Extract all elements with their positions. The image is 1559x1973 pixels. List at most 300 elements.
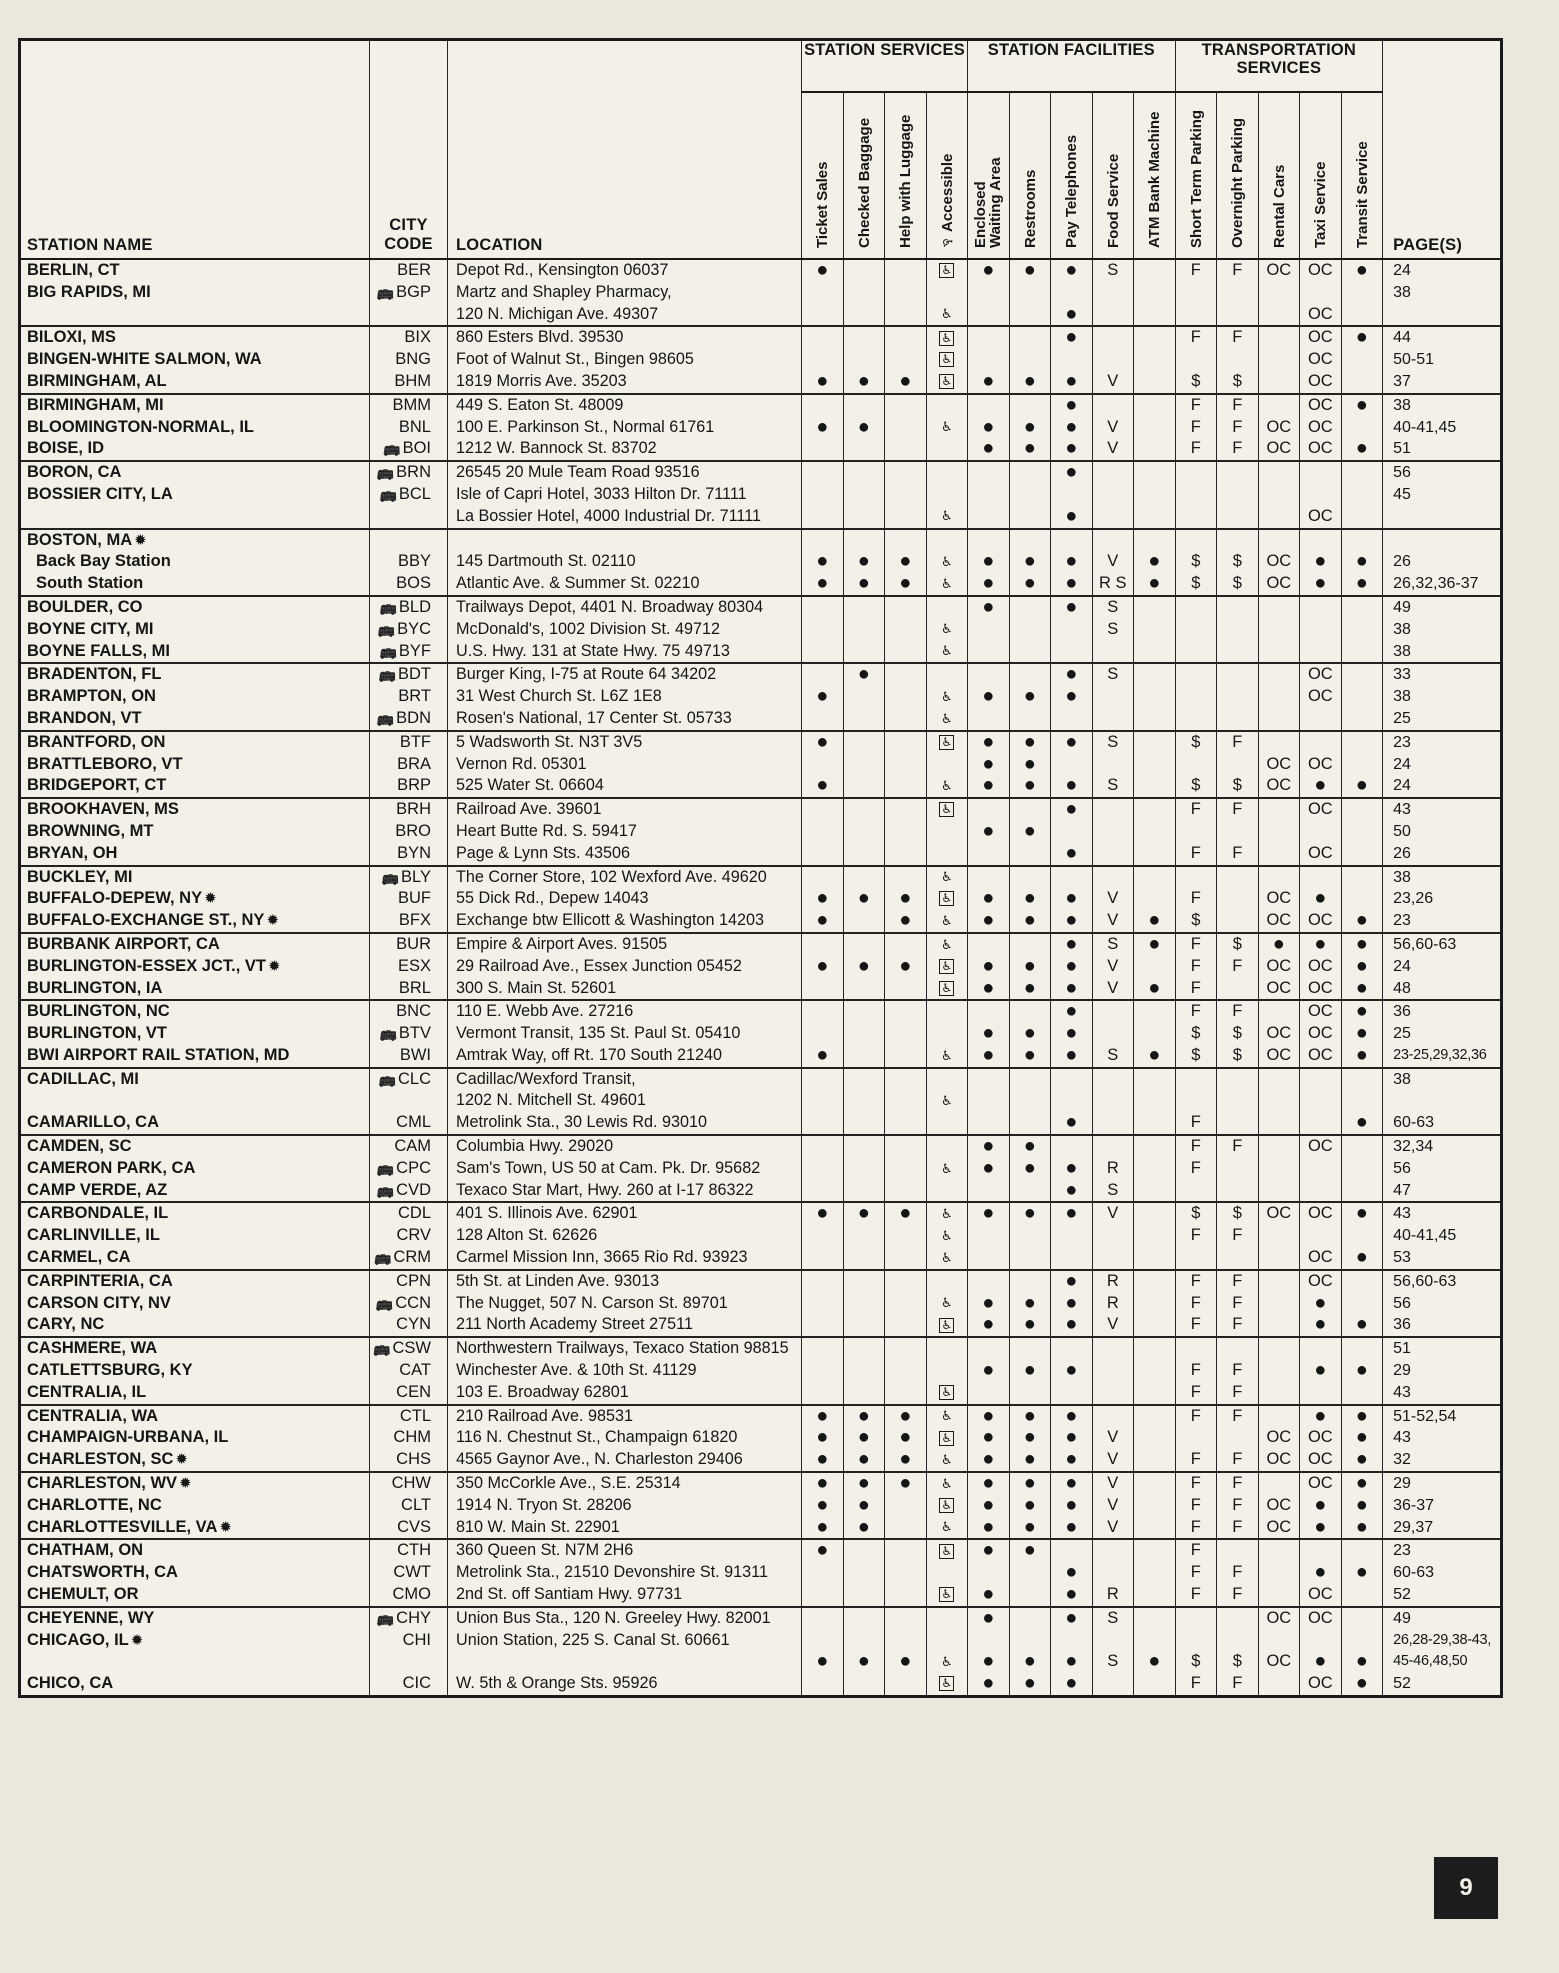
page-ref: 38 [1393, 1070, 1411, 1088]
service-cell: ● [1051, 1202, 1093, 1269]
station-name: BWI AIRPORT RAIL STATION, MD [27, 1045, 290, 1064]
service-cell [843, 1337, 885, 1404]
pages-cell [1383, 798, 1502, 865]
pages-cell [1383, 1202, 1502, 1269]
location-text: Union Station, 225 S. Canal St. 60661 [456, 1630, 730, 1649]
wheelchair-icon: ♿ [940, 777, 953, 793]
service-cell [1092, 1068, 1134, 1135]
service-cell: ● [843, 866, 885, 933]
city-code: CEN [396, 1382, 431, 1401]
service-cell: R S [1092, 1135, 1134, 1202]
service-cell: $ F [1217, 1607, 1259, 1697]
location-text: 100 E. Parkinson St., Normal 61761 [456, 417, 715, 436]
service-cell [1009, 596, 1051, 663]
service-cell [1092, 1337, 1134, 1404]
location-text: Exchange btw Ellicott & Washington 14203 [456, 911, 765, 930]
location-text: The Corner Store, 102 Wexford Ave. 49620 [456, 867, 767, 886]
page-ref: 38 [1393, 688, 1411, 706]
pages-cell [1383, 1405, 1502, 1472]
city-code-cell [370, 1202, 448, 1269]
location-text: 1914 N. Tryon St. 28206 [456, 1495, 632, 1514]
column-header-overnight-parking: Overnight Parking [1217, 92, 1259, 259]
wheelchair-icon: ♿ [940, 575, 953, 591]
page-ref: 38 [1393, 620, 1411, 638]
service-cell: OC OC [1300, 259, 1342, 326]
service-cell [885, 1539, 927, 1606]
location-text: Atlantic Ave. & Summer St. 02210 [456, 574, 700, 593]
location-text: Sam's Town, US 50 at Cam. Pk. Dr. 95682 [456, 1158, 761, 1177]
bus-icon: 🚌 [379, 485, 397, 502]
service-cell: OC OC [1258, 866, 1300, 933]
wheelchair-boxed-icon: ♿ [939, 1385, 954, 1400]
wheelchair-icon: ♿ [940, 643, 953, 659]
location-text: 350 McCorkle Ave., S.E. 25314 [456, 1474, 681, 1493]
service-cell: F F [1217, 1539, 1259, 1606]
page-ref: 45-46,48,50 [1393, 1653, 1468, 1670]
service-cell: ● [1341, 259, 1383, 326]
service-cell: OC OC [1300, 798, 1342, 865]
service-cell: V V [1092, 866, 1134, 933]
city-code: BNC [396, 1002, 431, 1021]
service-cell [1258, 326, 1300, 393]
page-ref: 24 [1393, 262, 1411, 279]
service-cell [802, 461, 844, 528]
service-cell: ● [1009, 326, 1051, 393]
wheelchair-icon: ♿ [940, 1249, 953, 1265]
service-cell [1134, 596, 1176, 663]
service-cell: ● ● [968, 1135, 1010, 1202]
station-name: BOYNE FALLS, MI [27, 641, 171, 660]
wheelchair-icon: ♿ [940, 1475, 953, 1491]
city-code: CWT [393, 1563, 431, 1582]
service-cell: ● ● [1341, 529, 1383, 596]
wheelchair-boxed-icon: ♿ [939, 263, 954, 278]
service-cell [926, 1472, 968, 1539]
service-cell [1217, 866, 1259, 933]
service-cell: OC OC [1258, 394, 1300, 461]
service-cell [802, 1135, 844, 1202]
station-group [20, 933, 1502, 1000]
station-name-cell [20, 1472, 370, 1539]
city-code-cell [370, 1000, 448, 1067]
pages-cell [1383, 1539, 1502, 1606]
city-code: BYF [398, 641, 431, 660]
station-name: CARMEL, CA [27, 1248, 131, 1267]
wheelchair-boxed-icon: ♿ [939, 1544, 954, 1559]
service-cell [926, 596, 968, 663]
location-text: Isle of Capri Hotel, 3033 Hilton Dr. 71111 [456, 484, 747, 503]
city-code: CHY [396, 1608, 431, 1627]
service-cell: F $ [1217, 326, 1259, 393]
station-name: BRATTLEBORO, VT [27, 754, 183, 773]
service-cell: ● ● [968, 933, 1010, 1000]
page-ref: 38 [1393, 642, 1411, 660]
wheelchair-icon: ♿ [940, 688, 953, 704]
page-ref: 56,60-63 [1393, 1272, 1457, 1290]
service-cell: ● OC [1300, 1539, 1342, 1606]
pages-header: PAGE(S) [1383, 40, 1502, 260]
location-text: 5 Wadsworth St. N3T 3V5 [456, 732, 643, 751]
service-cell: ● [1009, 1202, 1051, 1269]
service-cell: ● [843, 663, 885, 730]
service-cell: ● [1341, 866, 1383, 933]
location-text: 4565 Gaynor Ave., N. Charleston 29406 [456, 1450, 743, 1469]
station-name: CHARLESTON, WV [27, 1474, 178, 1493]
page-ref: 33 [1393, 666, 1411, 684]
service-cell [968, 461, 1010, 528]
page-number: 9 [1434, 1857, 1498, 1919]
page-ref: 56 [1393, 1294, 1411, 1312]
pages-cell [1383, 1472, 1502, 1539]
wheelchair-icon: ♿ [940, 1295, 953, 1311]
pages-cell [1383, 1270, 1502, 1337]
city-code: BWI [399, 1045, 431, 1064]
page-ref: 51 [1393, 440, 1411, 458]
station-name: CAMARILLO, CA [27, 1113, 159, 1132]
service-cell: ● ● ● [885, 1405, 927, 1472]
location-cell [448, 933, 802, 1000]
location-text: 29 Railroad Ave., Essex Junction 05452 [456, 956, 742, 975]
city-code: BRP [397, 776, 431, 795]
service-cell: ● ● ● [1051, 1472, 1093, 1539]
service-cell: ● ● ● [968, 1405, 1010, 1472]
city-code: CYN [396, 1315, 431, 1334]
station-name: Back Bay Station [36, 552, 171, 571]
column-header-atm-bank-machine: ATM Bank Machine [1134, 92, 1176, 259]
station-name: CAMP VERDE, AZ [27, 1180, 168, 1199]
station-group [20, 461, 1502, 528]
service-cell [1175, 663, 1217, 730]
wheelchair-boxed-icon: ♿ [939, 352, 954, 367]
service-cell: ● [1134, 1607, 1176, 1697]
station-name: CHARLESTON, SC [27, 1450, 174, 1469]
page-ref: 45 [1393, 485, 1411, 503]
wheelchair-icon: ♿ [940, 1654, 953, 1670]
wheelchair-boxed-icon: ♿ [939, 374, 954, 389]
service-cell [926, 1405, 968, 1472]
city-code: CIC [402, 1674, 431, 1693]
table-row [20, 1202, 1502, 1269]
service-cell: ● [843, 394, 885, 461]
wheelchair-boxed-icon: ♿ [939, 735, 954, 750]
city-code: CHS [396, 1450, 431, 1469]
station-group [20, 596, 1502, 663]
location-text: Railroad Ave. 39601 [456, 800, 602, 819]
service-cell [926, 529, 968, 596]
bus-icon: 🚌 [378, 1070, 396, 1087]
service-cell [1134, 1202, 1176, 1269]
location-text: Amtrak Way, off Rt. 170 South 21240 [456, 1045, 723, 1064]
wheelchair-icon: ♿ [940, 419, 953, 435]
station-name: CHAMPAIGN-URBANA, IL [27, 1428, 229, 1447]
service-cell: ● [843, 933, 885, 1000]
page-ref: 53 [1393, 1249, 1411, 1267]
service-cell: F [1175, 259, 1217, 326]
table-row [20, 529, 1502, 596]
table-row [20, 1068, 1502, 1135]
location-cell [448, 866, 802, 933]
service-cell: ● ● [1300, 529, 1342, 596]
station-name: BURLINGTON, VT [27, 1024, 167, 1043]
service-cell [885, 1000, 927, 1067]
service-cell: ● ● [1051, 461, 1093, 528]
service-cell: ● ● [1009, 933, 1051, 1000]
location-text: Rosen's National, 17 Center St. 05733 [456, 708, 732, 727]
page-ref: 24 [1393, 957, 1411, 975]
station-name: BUFFALO-EXCHANGE ST., NY [27, 911, 265, 930]
station-name-cell [20, 1202, 370, 1269]
station-name: BUFFALO-DEPEW, NY [27, 889, 203, 908]
page-ref: 60-63 [1393, 1564, 1435, 1582]
service-cell [926, 1068, 968, 1135]
service-cell [843, 259, 885, 326]
station-name: BERLIN, CT [27, 261, 120, 279]
service-cell [843, 1135, 885, 1202]
service-cell: F F [1217, 1405, 1259, 1472]
service-cell: ● ● [1051, 529, 1093, 596]
service-cell: OC ● [1300, 731, 1342, 798]
service-cell [1134, 731, 1176, 798]
page-ref: 29,37 [1393, 1518, 1434, 1536]
service-cell [1134, 1405, 1176, 1472]
service-cell: ● ● [1009, 1135, 1051, 1202]
station-name: BORON, CA [27, 463, 122, 482]
wheelchair-boxed-icon: ♿ [939, 891, 954, 906]
location-text: Columbia Hwy. 29020 [456, 1137, 614, 1156]
service-cell [926, 461, 968, 528]
service-cell: ● [802, 326, 844, 393]
wheelchair-icon: ♿ [940, 621, 953, 637]
city-code: CAT [399, 1361, 431, 1380]
location-text: Depot Rd., Kensington 06037 [456, 261, 669, 279]
service-cell: ● ● [1051, 1135, 1093, 1202]
page-ref: 51 [1393, 1340, 1411, 1358]
service-cell: OC [1258, 1202, 1300, 1269]
service-cell: OC [1258, 259, 1300, 326]
service-cell: ● [1134, 1000, 1176, 1067]
service-cell: V R S [1092, 529, 1134, 596]
city-code: BRA [397, 754, 431, 773]
service-cell: $ F [1175, 1202, 1217, 1269]
station-name: BRAMPTON, ON [27, 687, 156, 706]
location-text: Union Bus Sta., 120 N. Greeley Hwy. 82001 [456, 1608, 771, 1627]
service-cell: F F [1217, 798, 1259, 865]
service-cell [885, 1270, 927, 1337]
page-ref: 26,32,36-37 [1393, 575, 1479, 593]
station-name: CAMERON PARK, CA [27, 1158, 196, 1177]
service-cell: ● [1009, 798, 1051, 865]
service-cell: F F [1217, 1337, 1259, 1404]
station-name: BOSSIER CITY, LA [27, 484, 173, 503]
service-cell: F F [1175, 1337, 1217, 1404]
service-cell [1134, 259, 1176, 326]
service-cell [1134, 798, 1176, 865]
location-text: 31 West Church St. L6Z 1E8 [456, 687, 662, 706]
page-ref: 24 [1393, 755, 1411, 773]
location-text: Cadillac/Wexford Transit, [456, 1069, 636, 1088]
wheelchair-boxed-icon: ♿ [939, 981, 954, 996]
service-cell: ● ● ● [843, 1472, 885, 1539]
page-ref: 38 [1393, 283, 1411, 301]
city-code: BRH [396, 800, 431, 819]
service-cell: OC OC OC [1300, 1000, 1342, 1067]
city-code-cell [370, 731, 448, 798]
service-cell: OC [1300, 1135, 1342, 1202]
service-cell: ● ● ● [1341, 1405, 1383, 1472]
service-cell [1300, 1068, 1342, 1135]
page-ref: 23-25,29,32,36 [1393, 1046, 1487, 1063]
wheelchair-icon: ♿ [940, 1227, 953, 1243]
location-text: 120 N. Michigan Ave. 49307 [456, 304, 659, 323]
city-code: BLD [398, 597, 431, 616]
table-row [20, 1135, 1502, 1202]
bus-icon: 🚌 [379, 1025, 397, 1042]
service-cell: $ $ [1175, 731, 1217, 798]
station-name-cell [20, 1270, 370, 1337]
wheelchair-boxed-icon: ♿ [939, 331, 954, 346]
service-cell [885, 1337, 927, 1404]
service-cell: OC OC [1300, 663, 1342, 730]
bus-icon: 🚌 [373, 1340, 391, 1357]
column-header-pay-telephones: Pay Telephones [1051, 92, 1093, 259]
station-name-cell [20, 1135, 370, 1202]
city-code: BRT [398, 687, 431, 706]
page-ref [1383, 530, 1500, 552]
column-header-food-service: Food Service [1092, 92, 1134, 259]
city-code: BUF [398, 889, 431, 908]
location-cell [448, 394, 802, 461]
service-cell: ● ● [1051, 259, 1093, 326]
city-code: BMM [392, 395, 431, 414]
location-cell [448, 1068, 802, 1135]
pages-cell [1383, 1337, 1502, 1404]
city-code: BCL [398, 484, 431, 503]
page-ref: 29 [1393, 1475, 1411, 1493]
station-name-cell [20, 259, 370, 326]
station-name-cell [20, 394, 370, 461]
service-cell: $ $ [1217, 529, 1259, 596]
wheelchair-boxed-icon: ♿ [939, 802, 954, 817]
pages-cell [1383, 731, 1502, 798]
page-ref: 24 [1393, 777, 1411, 795]
city-code-cell [370, 663, 448, 730]
station-name-cell [20, 866, 370, 933]
location-text: Texaco Star Mart, Hwy. 260 at I-17 86322 [456, 1180, 754, 1199]
city-code: BFX [398, 911, 431, 930]
station-facilities-group-header: STATION FACILITIES [968, 40, 1176, 93]
service-cell: ● [1341, 1337, 1383, 1404]
city-code: CMO [392, 1585, 431, 1604]
service-cell [1134, 1270, 1176, 1337]
page-ref: 23 [1393, 912, 1411, 930]
bus-icon: 🚌 [375, 1294, 394, 1311]
service-cell [885, 461, 927, 528]
service-cell: OC ● ● [1300, 1472, 1342, 1539]
table-row [20, 1000, 1502, 1067]
page-ref: 43 [1393, 1383, 1411, 1401]
location-cell [448, 731, 802, 798]
station-group [20, 1135, 1502, 1202]
service-cell: ● ● ● [1341, 1000, 1383, 1067]
service-cell: ● [802, 1000, 844, 1067]
page-ref: 37 [1393, 372, 1411, 390]
service-cell: OC OC OC [1300, 326, 1342, 393]
service-cell [1134, 1539, 1176, 1606]
station-name: CARPINTERIA, CA [27, 1271, 173, 1290]
city-code: ESX [397, 956, 431, 975]
service-cell: ● ● ● [1341, 1472, 1383, 1539]
service-cell: ● ● ● [1051, 933, 1093, 1000]
city-code: CRV [396, 1226, 431, 1245]
service-cell: OC ● ● [1300, 1270, 1342, 1337]
pages-cell [1383, 394, 1502, 461]
service-cell [1134, 663, 1176, 730]
service-cell: ● [968, 1337, 1010, 1404]
service-cell: ● [885, 933, 927, 1000]
service-cell: F F F [1175, 394, 1217, 461]
station-group [20, 259, 1502, 326]
service-cell: ● ● [1009, 529, 1051, 596]
page-ref: 38 [1393, 396, 1411, 414]
service-cell: ● ● [802, 731, 844, 798]
page-ref: 43 [1393, 1205, 1411, 1223]
service-cell [1009, 1068, 1051, 1135]
city-code-cell [370, 1270, 448, 1337]
service-cell: F F F [1217, 394, 1259, 461]
service-cell: ● ● ● [968, 1607, 1010, 1697]
service-cell: ● ● [968, 866, 1010, 933]
service-cell [1258, 1337, 1300, 1404]
station-name-cell [20, 1337, 370, 1404]
service-cell [1134, 394, 1176, 461]
table-row [20, 1270, 1502, 1337]
station-name: CADILLAC, MI [27, 1069, 139, 1088]
service-cell: ● [1341, 1539, 1383, 1606]
city-code-cell [370, 529, 448, 596]
service-cell: OC OC [1258, 1000, 1300, 1067]
station-name: CAMDEN, SC [27, 1137, 132, 1156]
city-code: BGP [396, 282, 431, 301]
location-text: 810 W. Main St. 22901 [456, 1517, 620, 1536]
service-cell [885, 1068, 927, 1135]
station-name: CASHMERE, WA [27, 1339, 158, 1358]
service-cell: ● [1341, 731, 1383, 798]
city-code: BUR [396, 934, 431, 953]
location-text: 2nd St. off Santiam Hwy. 97731 [456, 1585, 683, 1604]
service-cell: ● ● ● [1009, 731, 1051, 798]
location-text: 360 Queen St. N7M 2H6 [456, 1541, 634, 1560]
service-cell [1009, 461, 1051, 528]
service-cell: $ $ [1175, 529, 1217, 596]
service-cell: ● ● [885, 866, 927, 933]
service-cell: ● ● [968, 529, 1010, 596]
service-cell: ● [1051, 1068, 1093, 1135]
location-text: 110 E. Webb Ave. 27216 [456, 1002, 634, 1021]
station-name-cell [20, 1068, 370, 1135]
page-ref: 44 [1393, 329, 1411, 347]
city-code-cell [370, 461, 448, 528]
wheelchair-icon: ♿ [940, 554, 953, 569]
station-name: CARSON CITY, NV [27, 1293, 171, 1312]
bus-icon: 🚌 [378, 666, 396, 683]
service-cell: ● ● [1051, 798, 1093, 865]
service-cell [802, 798, 844, 865]
wheelchair-icon: ♿ [940, 1519, 953, 1535]
service-cell [1258, 1539, 1300, 1606]
page-ref: 49 [1393, 598, 1411, 616]
city-code-cell [370, 798, 448, 865]
service-cell [885, 798, 927, 865]
